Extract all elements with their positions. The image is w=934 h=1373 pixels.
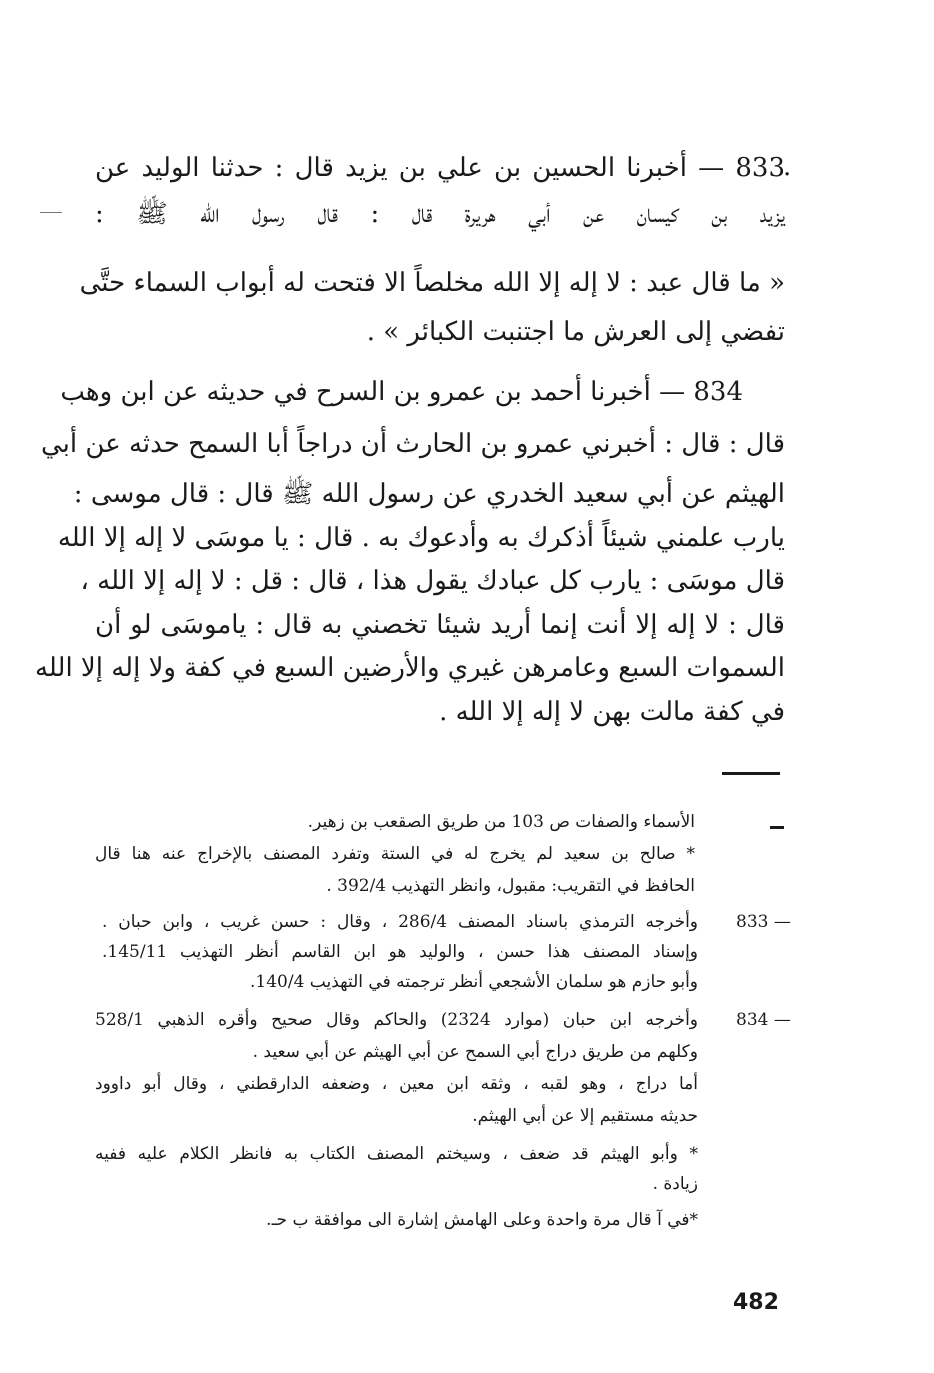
- hadith-833-line-2: يزيد بن كيسان عن أبي هريرة قال : قال رسول الله ﷺ :: [95, 199, 785, 229]
- footnote-834-number: 834 —: [736, 1010, 791, 1030]
- hadith-834-line-4: يارب علمني شيئاً أذكرك به وأدعوك به . قال : يا موسَى لا إله إلا الله: [57, 523, 785, 553]
- footnote-separator: [722, 772, 780, 775]
- footnote-834-line-1: وأخرجه ابن حبان (موارد 2324) والحاكم وقال صحيح وأقره الذهبي 528/1: [95, 1010, 698, 1030]
- footnote-834-line-2: وكلهم من طريق دراج أبي السمح عن أبي الهيثم عن أبي سعيد .: [252, 1042, 698, 1062]
- footnote-833-line-2: وإسناد المصنف هذا حسن ، والوليد هو ابن القاسم أنظر التهذيب 145/11.: [102, 942, 698, 962]
- footnote-834-line-6: زيادة .: [652, 1174, 698, 1194]
- footnote-prev-line-1: الأسماء والصفات ص 103 من طريق الصقعب بن زهير.: [307, 812, 695, 832]
- hadith-834-number: 834: [693, 377, 743, 407]
- hadith-833-line-3: « ما قال عبد : لا إله إلا الله مخلصاً الا فتحت له أبواب السماء حتَّى: [79, 268, 785, 298]
- page-number: 482: [733, 1290, 779, 1315]
- hadith-834-line-1: 834 — أخبرنا أحمد بن عمرو بن السرح في حديثه عن ابن وهب: [60, 377, 743, 407]
- hadith-833-line-4: تفضي إلى العرش ما اجتنبت الكبائر » .: [366, 317, 785, 347]
- footnote-834-line-5: * وأبو الهيثم قد ضعف ، وسيختم المصنف الكتاب به فانظر الكلام عليه ففيه: [95, 1144, 698, 1164]
- footnote-833-line-3: وأبو حازم هو سلمان الأشجعي أنظر ترجمته في التهذيب 140/4.: [249, 972, 698, 992]
- hadith-834-line-6: قال : لا إله إلا أنت إنما أريد شيئا تخصني به قال : ياموسَى لو أن: [95, 610, 785, 640]
- footnote-833-number: 833 —: [736, 912, 791, 932]
- footnote-834-line-4: حديثه مستقيم إلا عن أبي الهيثم.: [472, 1106, 698, 1126]
- hadith-834-line-8: في كفة مالت بهن لا إله إلا الله .: [439, 697, 785, 727]
- hadith-833-line-1: 833 — أخبرنا الحسين بن علي بن يزيد قال : حدثنا الوليد عن: [95, 153, 785, 183]
- hadith-834-line-5: قال موسَى : يارب كل عبادك يقول هذا ، قال : قل : لا إله إلا الله ،: [80, 566, 785, 596]
- hadith-834-line-7: السموات السبع وعامرهن غيري والأرضين السبع في كفة ولا إله إلا الله: [34, 653, 785, 683]
- margin-mark: [40, 212, 62, 213]
- footnote-834-line-7: *في آ قال مرة واحدة وعلى الهامش إشارة الى موافقة ب حـ.: [266, 1210, 698, 1230]
- footnote-prev-line-3: الحافظ في التقريب: مقبول، وانظر التهذيب 392/4 .: [326, 876, 695, 896]
- footnote-prev-line-2: * صالح بن سعيد لم يخرج له في الستة وتفرد المصنف بالإخراج عنه هنا قال: [95, 844, 695, 864]
- footnote-continuation-mark: [770, 826, 784, 829]
- footnote-834-line-3: أما دراج ، وهو لقبه ، وثقه ابن معين ، وضعفه الدارقطني ، وقال أبو داوود: [95, 1074, 698, 1094]
- footnote-833-line-1: وأخرجه الترمذي باسناد المصنف 286/4 ، وقال : حسن غريب ، وابن حبان .: [102, 912, 699, 932]
- hadith-834-line-3: الهيثم عن أبي سعيد الخدري عن رسول الله ﷺ قال : قال موسى :: [73, 479, 785, 509]
- hadith-833-number: 833: [735, 153, 785, 183]
- hadith-834-line-2: قال : قال : أخبرني عمرو بن الحارث أن دراجاً أبا السمح حدثه عن أبي: [41, 429, 785, 459]
- leading-dot: .: [783, 152, 792, 182]
